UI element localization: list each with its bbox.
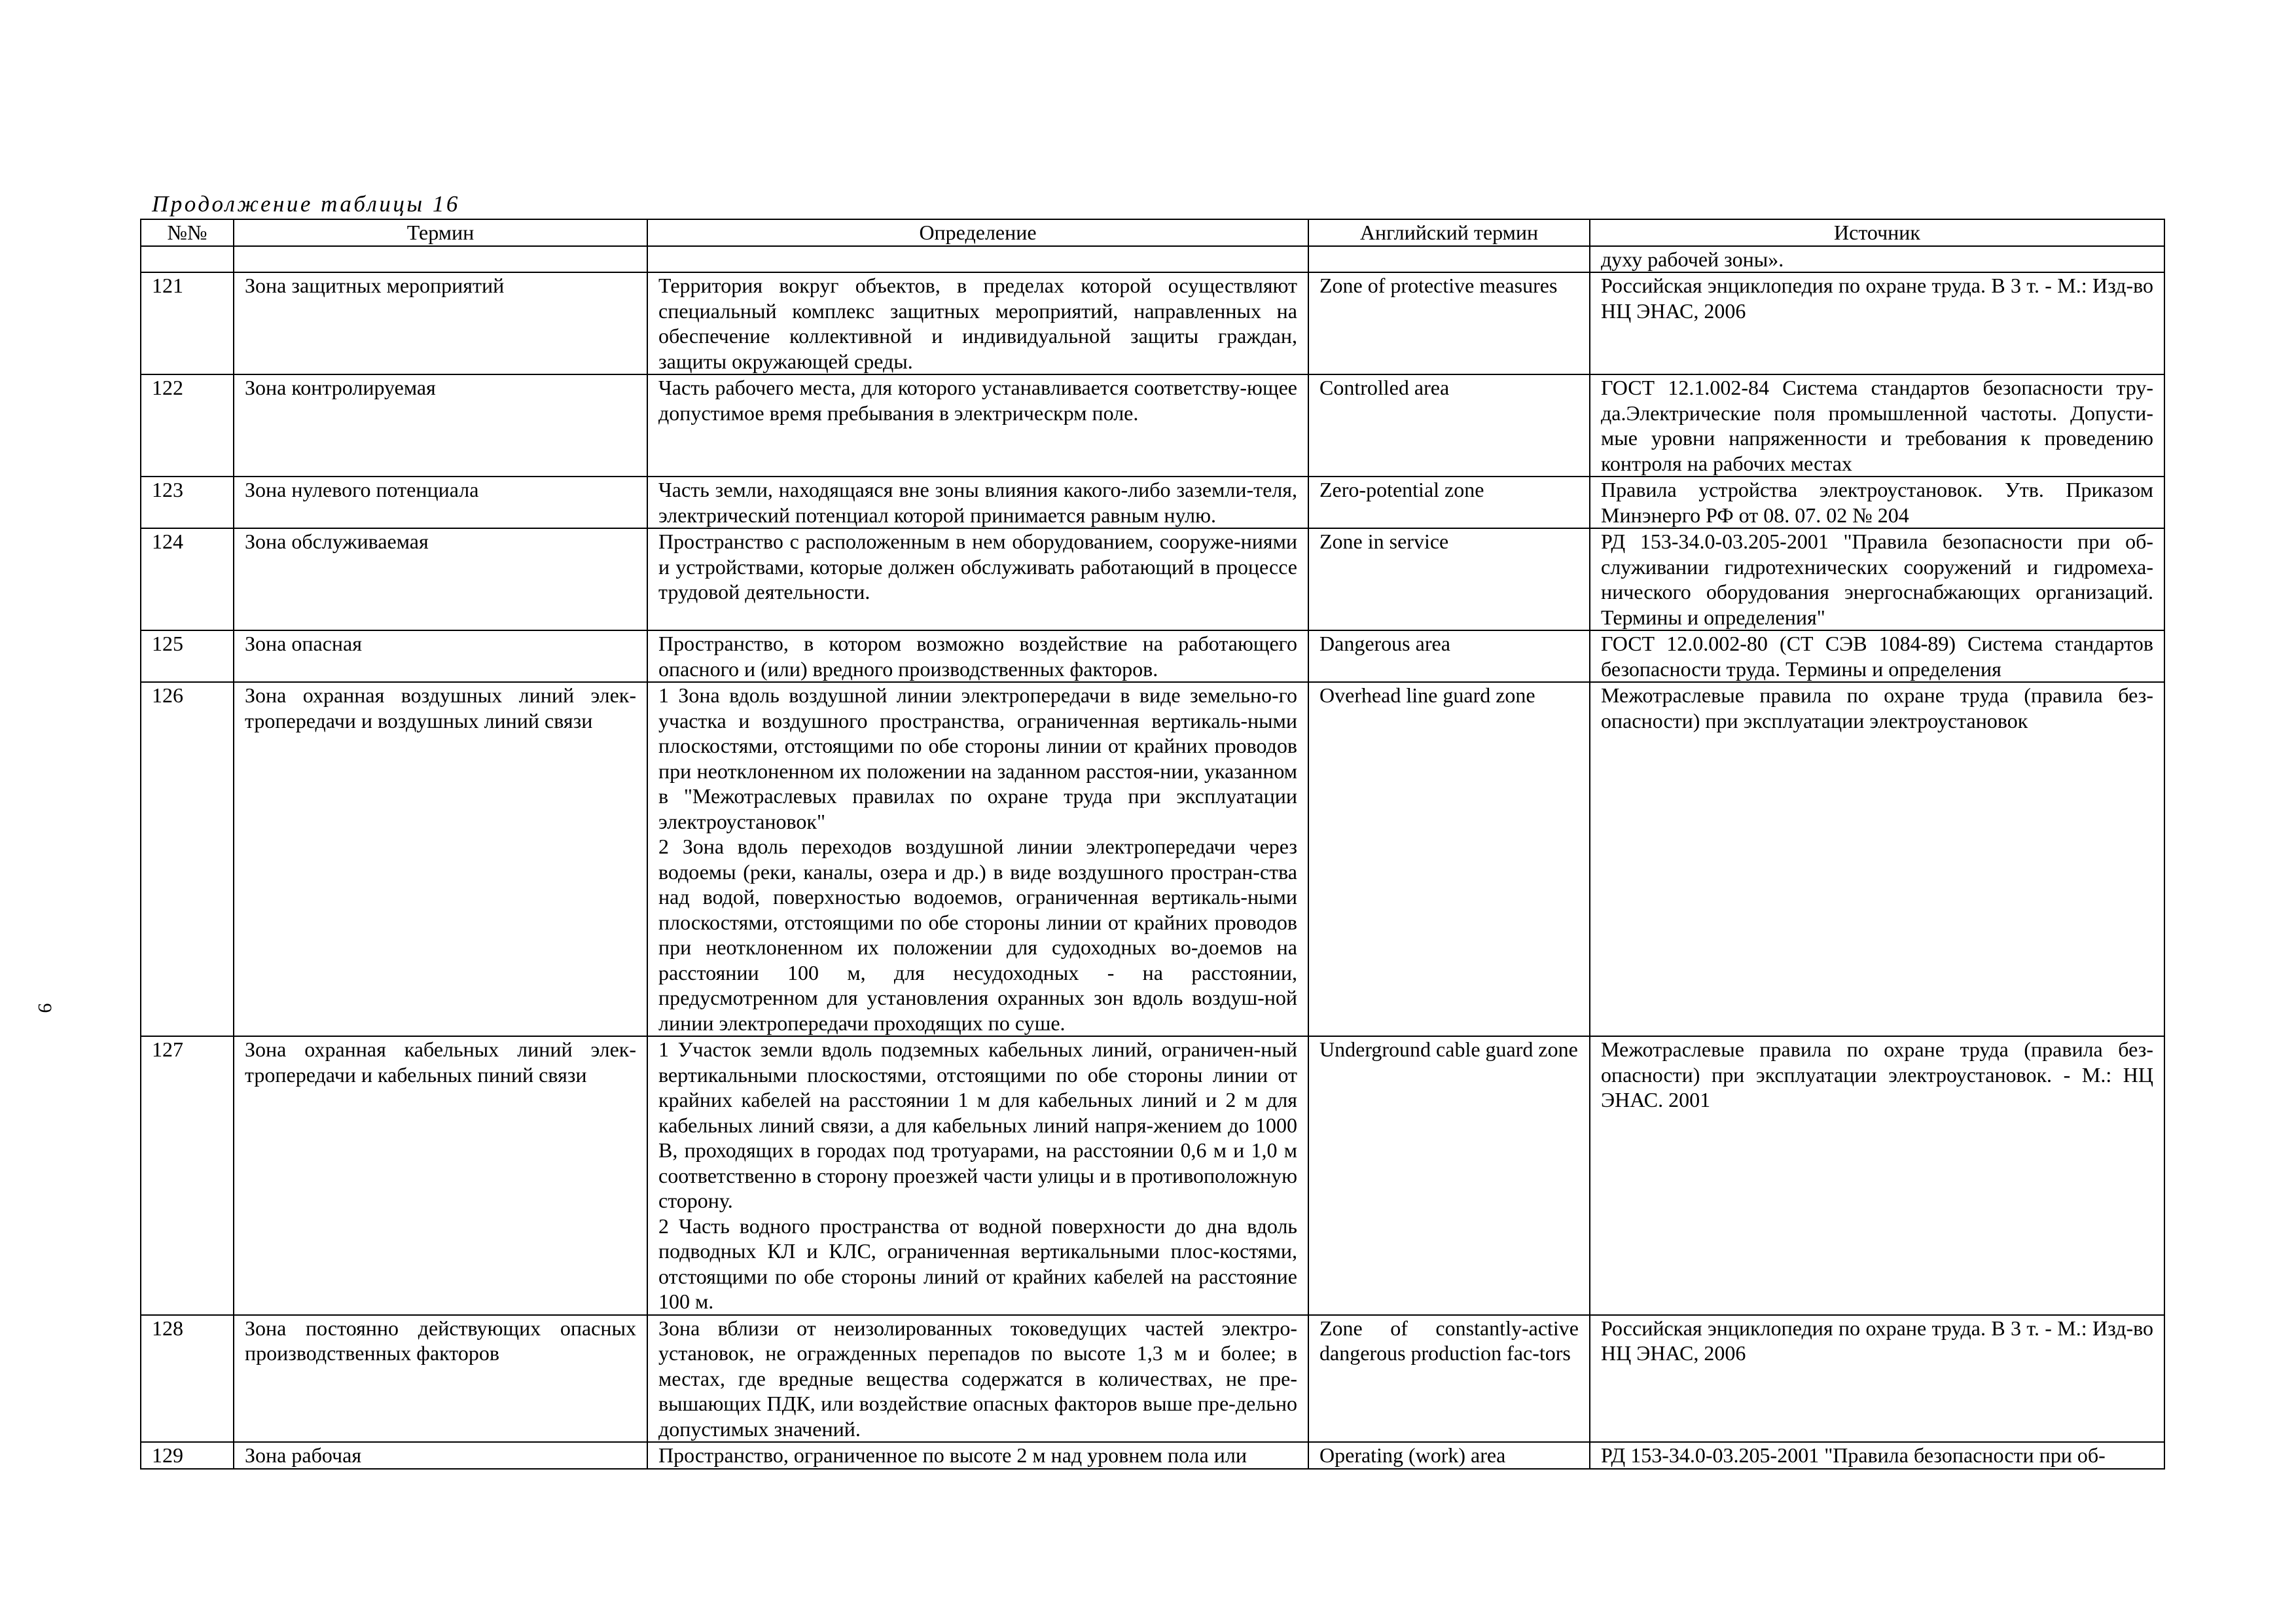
row-term: Зона охранная воздушных линий элек-тропередачи и воздушных линий связи <box>234 682 647 1036</box>
row-term: Зона обслуживаемая <box>234 528 647 630</box>
row-definition <box>647 374 1308 477</box>
row-num: 122 <box>141 374 234 477</box>
header-num: №№ <box>141 219 234 246</box>
header-definition: Определение <box>647 219 1308 246</box>
header-english: Английский термин <box>1308 219 1590 246</box>
row-definition <box>647 477 1308 528</box>
definition-paragraph: Пространство с расположенным в нем оборудованием, сооруже-ниями и устройствами, которые должен обслуживать работающий в процессе трудовой деятельности. <box>658 530 1297 604</box>
row-english-term: Underground cable guard zone <box>1308 1036 1590 1315</box>
terms-table <box>140 219 2165 1470</box>
row-term: Зона нулевого потенциала <box>234 477 647 528</box>
row-term: Зона контролируемая <box>234 374 647 477</box>
row-definition <box>647 630 1308 682</box>
definition-paragraph: 2 Зона вдоль переходов воздушной линии электропередачи через водоемы (реки, каналы, озера и др.) в виде воздушного простран-ства над водой, поверхностью водоемов, ограниченная вертикаль-ными плоскостями, отстоящими по обе стороны линии от крайних проводов при неотклоненном их положении для судоходных во-доемов на расстоянии 100 м, для несудоходных - на расстоянии, предусмотренном для установления охранных зон вдоль воздуш-ной линии электропередачи проходящих по суше. <box>658 835 1297 1035</box>
row-source: Межотраслевые правила по охране труда (правила без-опасности) при эксплуатации электроустановок. - М.: НЦ ЭНАС. 2001 <box>1590 1036 2164 1315</box>
definition-paragraph: Территория вокруг объектов, в пределах которой осуществляют специальный комплекс защитных мероприятий, направленных на обеспечение коллективной и индивидуальной защиты граждан, защиты окружающей среды. <box>658 274 1297 373</box>
row-definition <box>647 528 1308 630</box>
row-english-term: Dangerous area <box>1308 630 1590 682</box>
table-row <box>141 477 2164 528</box>
table-row <box>141 630 2164 682</box>
definition-paragraph: Пространство, в котором возможно воздействие на работающего опасного и (или) вредного производственных факторов. <box>658 632 1297 681</box>
definition-paragraph: Часть земли, находящаяся вне зоны влияния какого-либо заземли-теля, электрический потенциал которой принимается равным нулю. <box>658 478 1297 527</box>
row-definition <box>647 682 1308 1036</box>
row-num: 125 <box>141 630 234 682</box>
header-row <box>141 219 2164 246</box>
row-definition <box>647 1442 1308 1469</box>
table-caption: Продолжение таблицы 16 <box>152 191 460 217</box>
table-row <box>141 374 2164 477</box>
row-num: 126 <box>141 682 234 1036</box>
table-row <box>141 272 2164 374</box>
row-english-term: Overhead line guard zone <box>1308 682 1590 1036</box>
row-english-term: Zone in service <box>1308 528 1590 630</box>
row-definition <box>647 1036 1308 1315</box>
row-definition <box>647 1315 1308 1443</box>
continuation-english <box>1308 246 1590 273</box>
row-term: Зона рабочая <box>234 1442 647 1469</box>
row-source: РД 153-34.0-03.205-2001 "Правила безопасности при об-служивании гидротехнических сооружений и гидромеха-нического оборудования энергоснабжающих организаций. Термины и определения" <box>1590 528 2164 630</box>
row-num: 123 <box>141 477 234 528</box>
header-source: Источник <box>1590 219 2164 246</box>
row-definition <box>647 272 1308 374</box>
continuation-definition <box>647 246 1308 273</box>
row-source: ГОСТ 12.0.002-80 (СТ СЭВ 1084-89) Система стандартов безопасности труда. Термины и определения <box>1590 630 2164 682</box>
table-body <box>141 246 2164 1469</box>
continuation-term <box>234 246 647 273</box>
row-english-term: Zone of protective measures <box>1308 272 1590 374</box>
definition-paragraph: 1 Зона вдоль воздушной линии электропередачи в виде земельно-го участка и воздушного пространства, ограниченная вертикаль-ными плоскостями, отстоящими по обе стороны линии от крайних проводов при неотклоненном их положении на заданном расстоя-нии, указанном в "Межотраслевых правилах по охране труда при эксплуатации электроустановок" <box>658 683 1297 833</box>
row-source: Межотраслевые правила по охране труда (правила без-опасности) при эксплуатации электроустановок <box>1590 682 2164 1036</box>
row-term: Зона опасная <box>234 630 647 682</box>
row-num: 127 <box>141 1036 234 1315</box>
row-term: Зона охранная кабельных линий элек-тропередачи и кабельных пиний связи <box>234 1036 647 1315</box>
table-row <box>141 1315 2164 1443</box>
continuation-row <box>141 246 2164 273</box>
row-source: ГОСТ 12.1.002-84 Система стандартов безопасности тру-да.Электрические поля промышленной частоты. Допусти-мые уровни напряженности и требования к проведению контроля на рабочих местах <box>1590 374 2164 477</box>
row-term: Зона постоянно действующих опасных производственных факторов <box>234 1315 647 1443</box>
row-english-term: Zone of constantly-active dangerous production fac-tors <box>1308 1315 1590 1443</box>
row-english-term: Operating (work) area <box>1308 1442 1590 1469</box>
table-row <box>141 1036 2164 1315</box>
row-english-term: Zero-potential zone <box>1308 477 1590 528</box>
table-row <box>141 528 2164 630</box>
definition-paragraph: Зона вблизи от неизолированных токоведущих частей электро-установок, не огражденных перепадов по высоте 1,3 м и более; в местах, где вредные вещества содержатся в количествах, не пре-вышающих ПДК, или воздействие опасных факторов выше пре-дельно допустимых значений. <box>658 1316 1297 1441</box>
table-row <box>141 682 2164 1036</box>
continuation-num <box>141 246 234 273</box>
row-num: 129 <box>141 1442 234 1469</box>
header-term: Термин <box>234 219 647 246</box>
table-row <box>141 1442 2164 1469</box>
continuation-source: духу рабочей зоны». <box>1590 246 2164 273</box>
row-source: РД 153-34.0-03.205-2001 "Правила безопасности при об- <box>1590 1442 2164 1469</box>
row-num: 121 <box>141 272 234 374</box>
row-english-term: Controlled area <box>1308 374 1590 477</box>
table-header <box>141 219 2164 246</box>
definition-paragraph: 1 Участок земли вдоль подземных кабельных линий, ограничен-ный вертикальными плоскостями, отстоящими по обе стороны линии от крайних кабелей на расстоянии 1 м для кабельных линий и 2 м для кабельных линий связи, а для кабельных линий напря-жением до 1000 В, проходящих в городах под тротуарами, на расстоянии 0,6 м и 1,0 м соответственно в сторону проезжей части улицы и в противоположную сторону. <box>658 1038 1297 1212</box>
page-number: 9 <box>34 1003 56 1013</box>
definition-paragraph: Пространство, ограниченное по высоте 2 м над уровнем пола или <box>658 1443 1247 1467</box>
row-num: 128 <box>141 1315 234 1443</box>
row-term: Зона защитных мероприятий <box>234 272 647 374</box>
row-source: Российская энциклопедия по охране труда. В 3 т. - М.: Изд-во НЦ ЭНАС, 2006 <box>1590 1315 2164 1443</box>
row-source: Российская энциклопедия по охране труда. В 3 т. - М.: Изд-во НЦ ЭНАС, 2006 <box>1590 272 2164 374</box>
row-source: Правила устройства электроустановок. Утв. Приказом Минэнерго РФ от 08. 07. 02 № 204 <box>1590 477 2164 528</box>
definition-paragraph: Часть рабочего места, для которого устанавливается соответству-ющее допустимое время пребывания в электрическрм поле. <box>658 376 1297 425</box>
definition-paragraph: 2 Часть водного пространства от водной поверхности до дна вдоль подводных КЛ и КЛС, ограниченная вертикальными плос-костями, отстоящими по обе стороны линий от крайних кабелей на расстояние 100 м. <box>658 1214 1297 1313</box>
row-num: 124 <box>141 528 234 630</box>
